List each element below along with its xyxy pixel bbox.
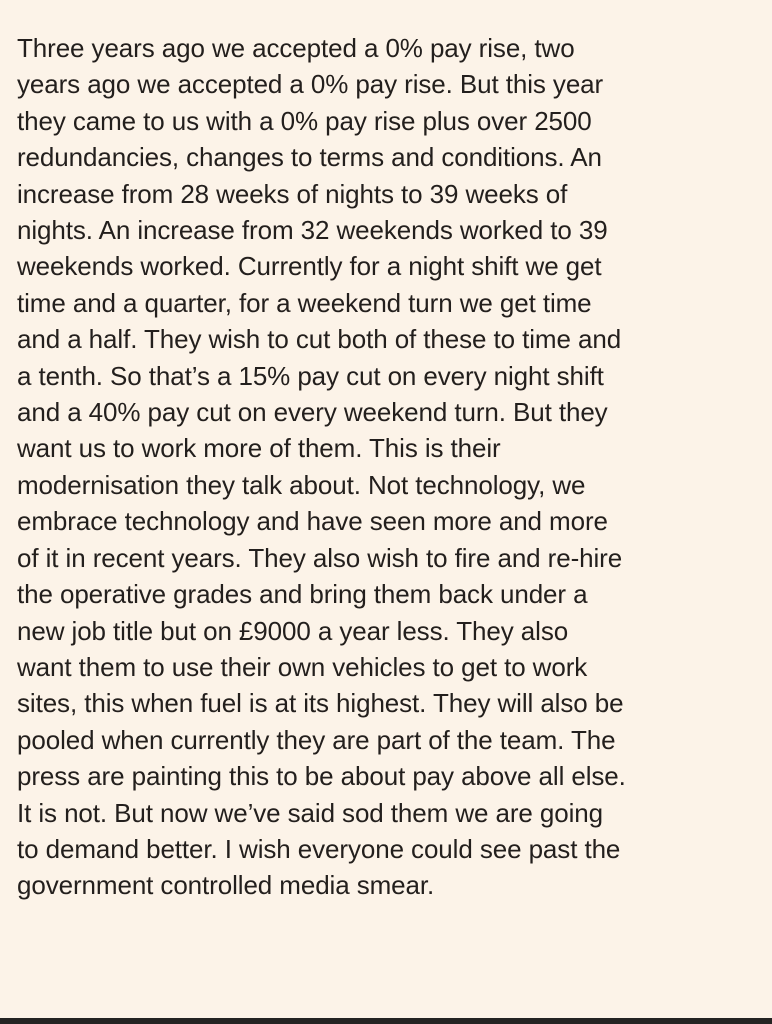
post-text-line: government controlled media smear. (17, 870, 435, 901)
post-body-text (17, 30, 767, 904)
post-text-line: Three years ago we accepted a 0% pay rise, two (17, 33, 575, 63)
post-text-line: years ago we accepted a 0% pay rise. But this year (17, 69, 604, 100)
post-text-line: sites, this when fuel is at its highest. They will also be (17, 688, 624, 719)
post-text-line: they came to us with a 0% pay rise plus over 2500 (17, 105, 592, 136)
post-text-line: time and a quarter, for a weekend turn we get time (17, 287, 592, 318)
post-text-line: pooled when currently they are part of the team. The (17, 724, 616, 755)
bottom-edge-bar (0, 1018, 772, 1024)
post-text-line: redundancies, changes to terms and conditions. An (17, 142, 602, 173)
post-text-line: want us to work more of them. This is their (17, 433, 501, 464)
post-text-line: the operative grades and bring them back under a (17, 579, 588, 610)
post-text-line: of it in recent years. They also wish to fire and re-hire (17, 542, 623, 573)
post-text-line: weekends worked. Currently for a night shift we get (17, 251, 602, 282)
post-text-line: want them to use their own vehicles to get to work (17, 651, 588, 682)
post-text-line: a tenth. So that’s a 15% pay cut on every night shift (17, 360, 604, 391)
post-text-line: It is not. But now we’ve said sod them we are going (17, 797, 603, 828)
post-text-line: nights. An increase from 32 weekends worked to 39 (17, 215, 608, 246)
post-text-line: new job title but on £9000 a year less. They also (17, 615, 569, 646)
post-text-line: to demand better. I wish everyone could see past the (17, 833, 621, 864)
post-text-line: embrace technology and have seen more and more (17, 506, 608, 537)
post-text-line: and a 40% pay cut on every weekend turn. But they (17, 397, 608, 428)
post-text-line: modernisation they talk about. Not technology, we (17, 469, 586, 500)
post-text-line: and a half. They wish to cut both of these to time and (17, 324, 622, 355)
post-text-line: increase from 28 weeks of nights to 39 weeks of (17, 178, 568, 209)
post-text-line: press are painting this to be about pay above all else. (17, 761, 626, 792)
